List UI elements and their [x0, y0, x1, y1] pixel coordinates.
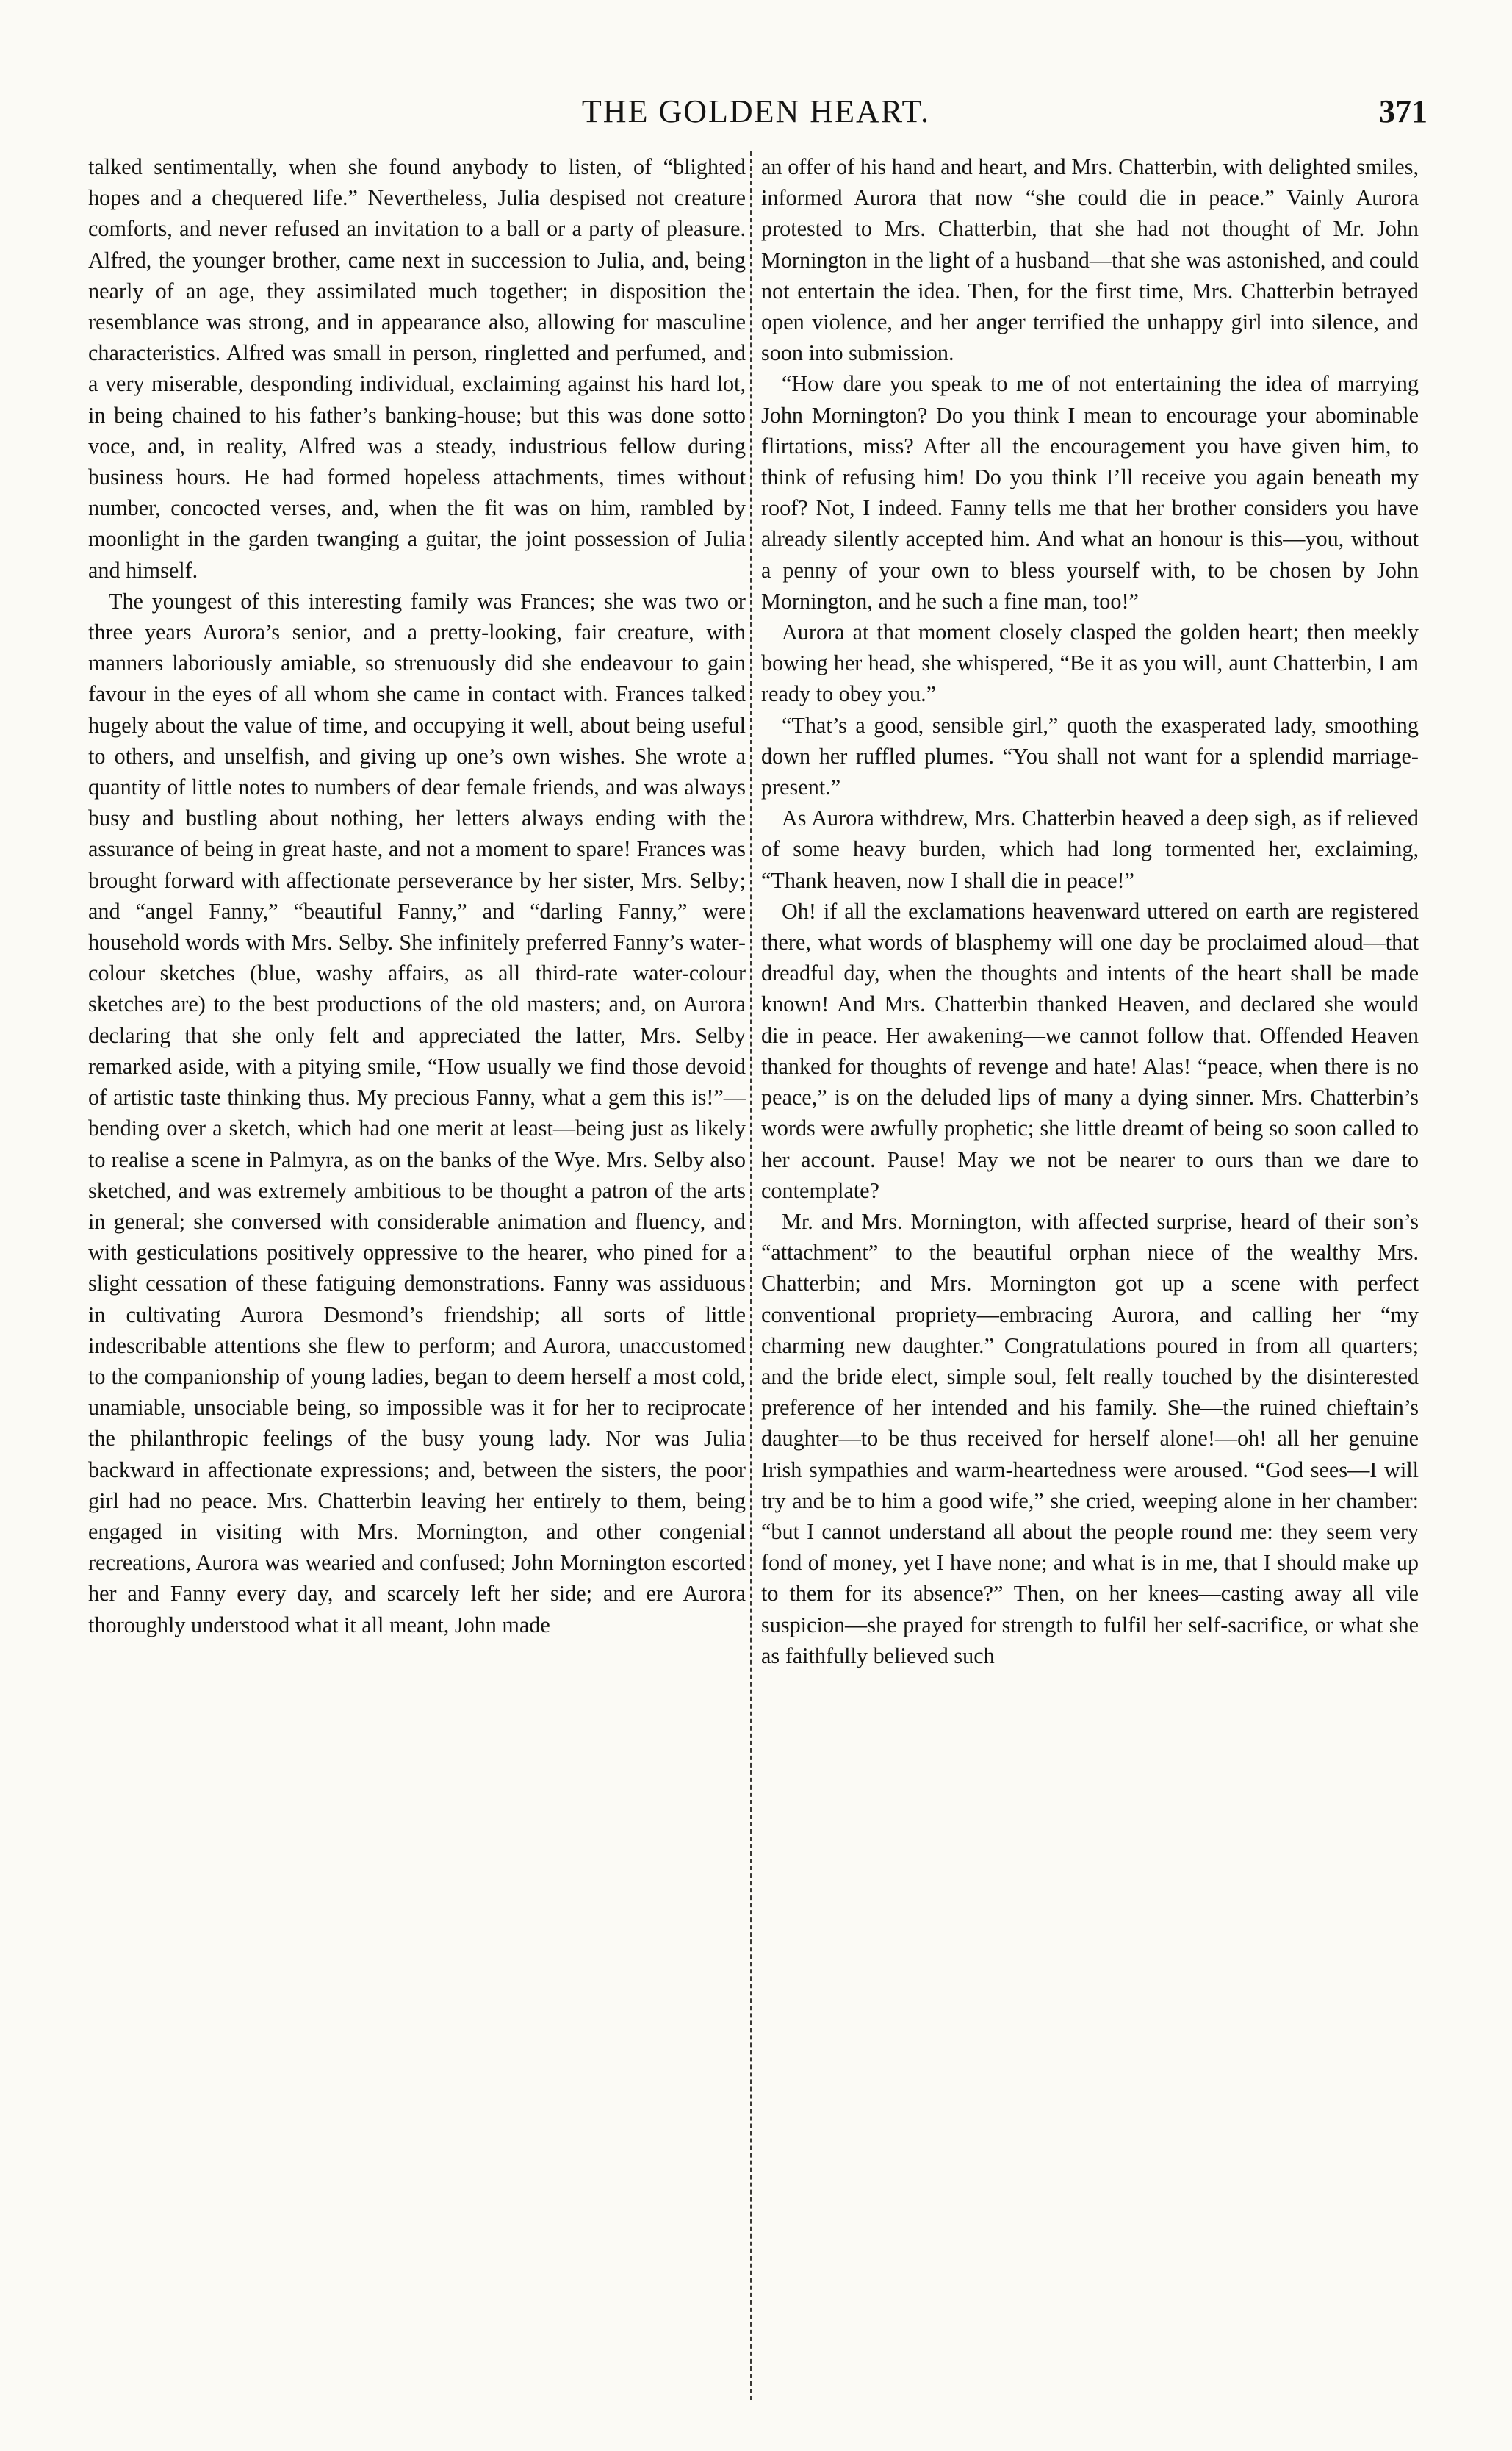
paragraph: “How dare you speak to me of not entertaining the idea of marrying John Mornington? Do you think I mean to encourage your abominable flirtations, miss? After all the encouragement you have given him, to think of refusing him! Do you think I’ll receive you again beneath my roof? Not, I indeed. Fanny tells me that her brother considers you have already silently accepted him. And what an honour is this—you, without a penny of your own to bless yourself with, to be chosen by John Mornington, and he such a fine man, too!” — [761, 371, 1419, 614]
page-number: 371 — [1379, 93, 1428, 129]
paragraph: The youngest of this interesting family was Frances; she was two or three years Aurora’s senior, and a pretty-looking, fair creature, with manners laboriously amiable, so strenuously did she endeavour to gain favour in the eyes of all whom she came in contact with. Frances talked hugely about the value of time, and occupying it well, about being useful to others, and unselfish, and giving up one’s own wishes. She wrote a quantity of little notes to numbers of dear female friends, and was always busy and bustling about nothing, her letters always ending with the assurance of being in great haste, and not a moment to spare! Frances was brought forward with affectionate perseverance by her sister, Mrs. Selby; and “angel Fanny,” “beautiful Fanny,” and “darling Fanny,” were household words with Mrs. Selby. She infinitely preferred Fanny’s water-colour sketches (blue, washy affairs, as all third-rate water-colour sketches are) to the best productions of the old masters; and, on Aurora declaring that she only felt and appreciated the latter, Mrs. Selby remarked aside, with a pitying smile, “How usually we find those devoid of artistic taste thinking thus. My precious Fanny, what a gem this is!”—bending over a sketch, which had one merit at least—being just as likely to realise a scene in Palmyra, as on the banks of the Wye. Mrs. Selby also sketched, and was extremely ambitious to be thought a patron of the arts in general; she conversed with considerable animation and fluency, and with gesticulations positively oppressive to the hearer, who pined for a slight cessation of these fatiguing demonstrations. Fanny was assiduous in cultivating Aurora Desmond’s friendship; all sorts of little indescribable attentions she flew to perform; and Aurora, unaccustomed to the companionship of young ladies, began to deem herself a most cold, unamiable, unsociable being, so impossible was it for her to reciprocate the philanthropic feelings of the busy young lady. Nor was Julia backward in affectionate expressions; and, between the sisters, the poor girl had no peace. Mrs. Chatterbin leaving her entirely to them, being engaged in visiting with Mrs. Mornington, and other congenial recreations, Aurora was wearied and confused; John Mornington escorted her and Fanny every day, and scarcely left her side; and ere Aurora thoroughly understood what it all meant, John made — [88, 588, 746, 1637]
paragraph: Aurora at that moment closely clasped the golden heart; then meekly bowing her head, she whispered, “Be it as you will, aunt Chatterbin, I am ready to obey you.” — [761, 620, 1419, 707]
paragraph: an offer of his hand and heart, and Mrs. Chatterbin, with delighted smiles, informed Aurora that now “she could die in peace.” Vainly Aurora protested to Mrs. Chatterbin, that she had not thought of Mr. John Mornington in the light of a husband—that she was astonished, and could not entertain the idea. Then, for the first time, Mrs. Chatterbin betrayed open violence, and her anger terrified the unhappy girl into silence, and soon into submission. — [761, 154, 1419, 366]
paragraph: Oh! if all the exclamations heavenward uttered on earth are registered there, what words of blasphemy will one day be proclaimed aloud—that dreadful day, when the thoughts and intents of the heart shall be made known! And Mrs. Chatterbin thanked Heaven, and declared she would die in peace. Her awakening—we cannot follow that. Offended Heaven thanked for thoughts of revenge and hate! Alas! “peace, when there is no peace,” is on the deluded lips of many a dying sinner. Mrs. Chatterbin’s words were awfully prophetic; she little dreamt of being so soon called to her account. Pause! May we not be nearer to ours than we dare to contemplate? — [761, 898, 1419, 1203]
paragraph: talked sentimentally, when she found anybody to listen, of “blighted hopes and a chequered life.” Nevertheless, Julia despised not creature comforts, and never refused an invitation to a ball or a party of pleasure. Alfred, the younger brother, came next in succession to Julia, and, being nearly of an age, they assimilated much together; in disposition the resemblance was strong, and in appearance also, allowing for masculine characteristics. Alfred was small in person, ringletted and perfumed, and a very miserable, desponding individual, exclaiming against his hard lot, in being chained to his father’s banking-house; but this was done sotto voce, and, in reality, Alfred was a steady, industrious fellow during business hours. He had formed hopeless attachments, times without number, concocted verses, and, when the fit was on him, rambled by moonlight in the garden twanging a guitar, the joint possession of Julia and himself. — [88, 154, 746, 583]
left-column — [88, 151, 746, 1640]
paragraph: “That’s a good, sensible girl,” quoth the exasperated lady, smoothing down her ruffled plumes. “You shall not want for a splendid marriage-present.” — [761, 712, 1419, 800]
running-title: THE GOLDEN HEART. — [581, 93, 931, 129]
right-column — [761, 151, 1419, 1671]
paragraph: Mr. and Mrs. Mornington, with affected surprise, heard of their son’s “attachment” to the beautiful orphan niece of the wealthy Mrs. Chatterbin; and Mrs. Mornington got up a scene with perfect conventional propriety—embracing Aurora, and calling her “my charming new daughter.” Congratulations poured in from all quarters; and the bride elect, simple soul, felt really touched by the disinterested preference of her intended and his family. She—the ruined chieftain’s daughter—to be thus received for herself alone!—oh! all her genuine Irish sympathies and warm-heartedness were aroused. “God sees—I will try and be to him a good wife,” she cried, weeping alone in her chamber: “but I cannot understand all about the people round me: they seem very fond of money, yet I have none; and what is in me, that I should make up to them for its absence?” Then, on her knees—casting away all vile suspicion—she prayed for strength to fulfil her self-sacrifice, or what she as faithfully believed such — [761, 1208, 1419, 1668]
column-divider — [750, 151, 752, 2400]
paragraph: As Aurora withdrew, Mrs. Chatterbin heaved a deep sigh, as if relieved of some heavy burden, which had long tormented her, exclaiming, “Thank heaven, now I shall die in peace!” — [761, 805, 1419, 893]
